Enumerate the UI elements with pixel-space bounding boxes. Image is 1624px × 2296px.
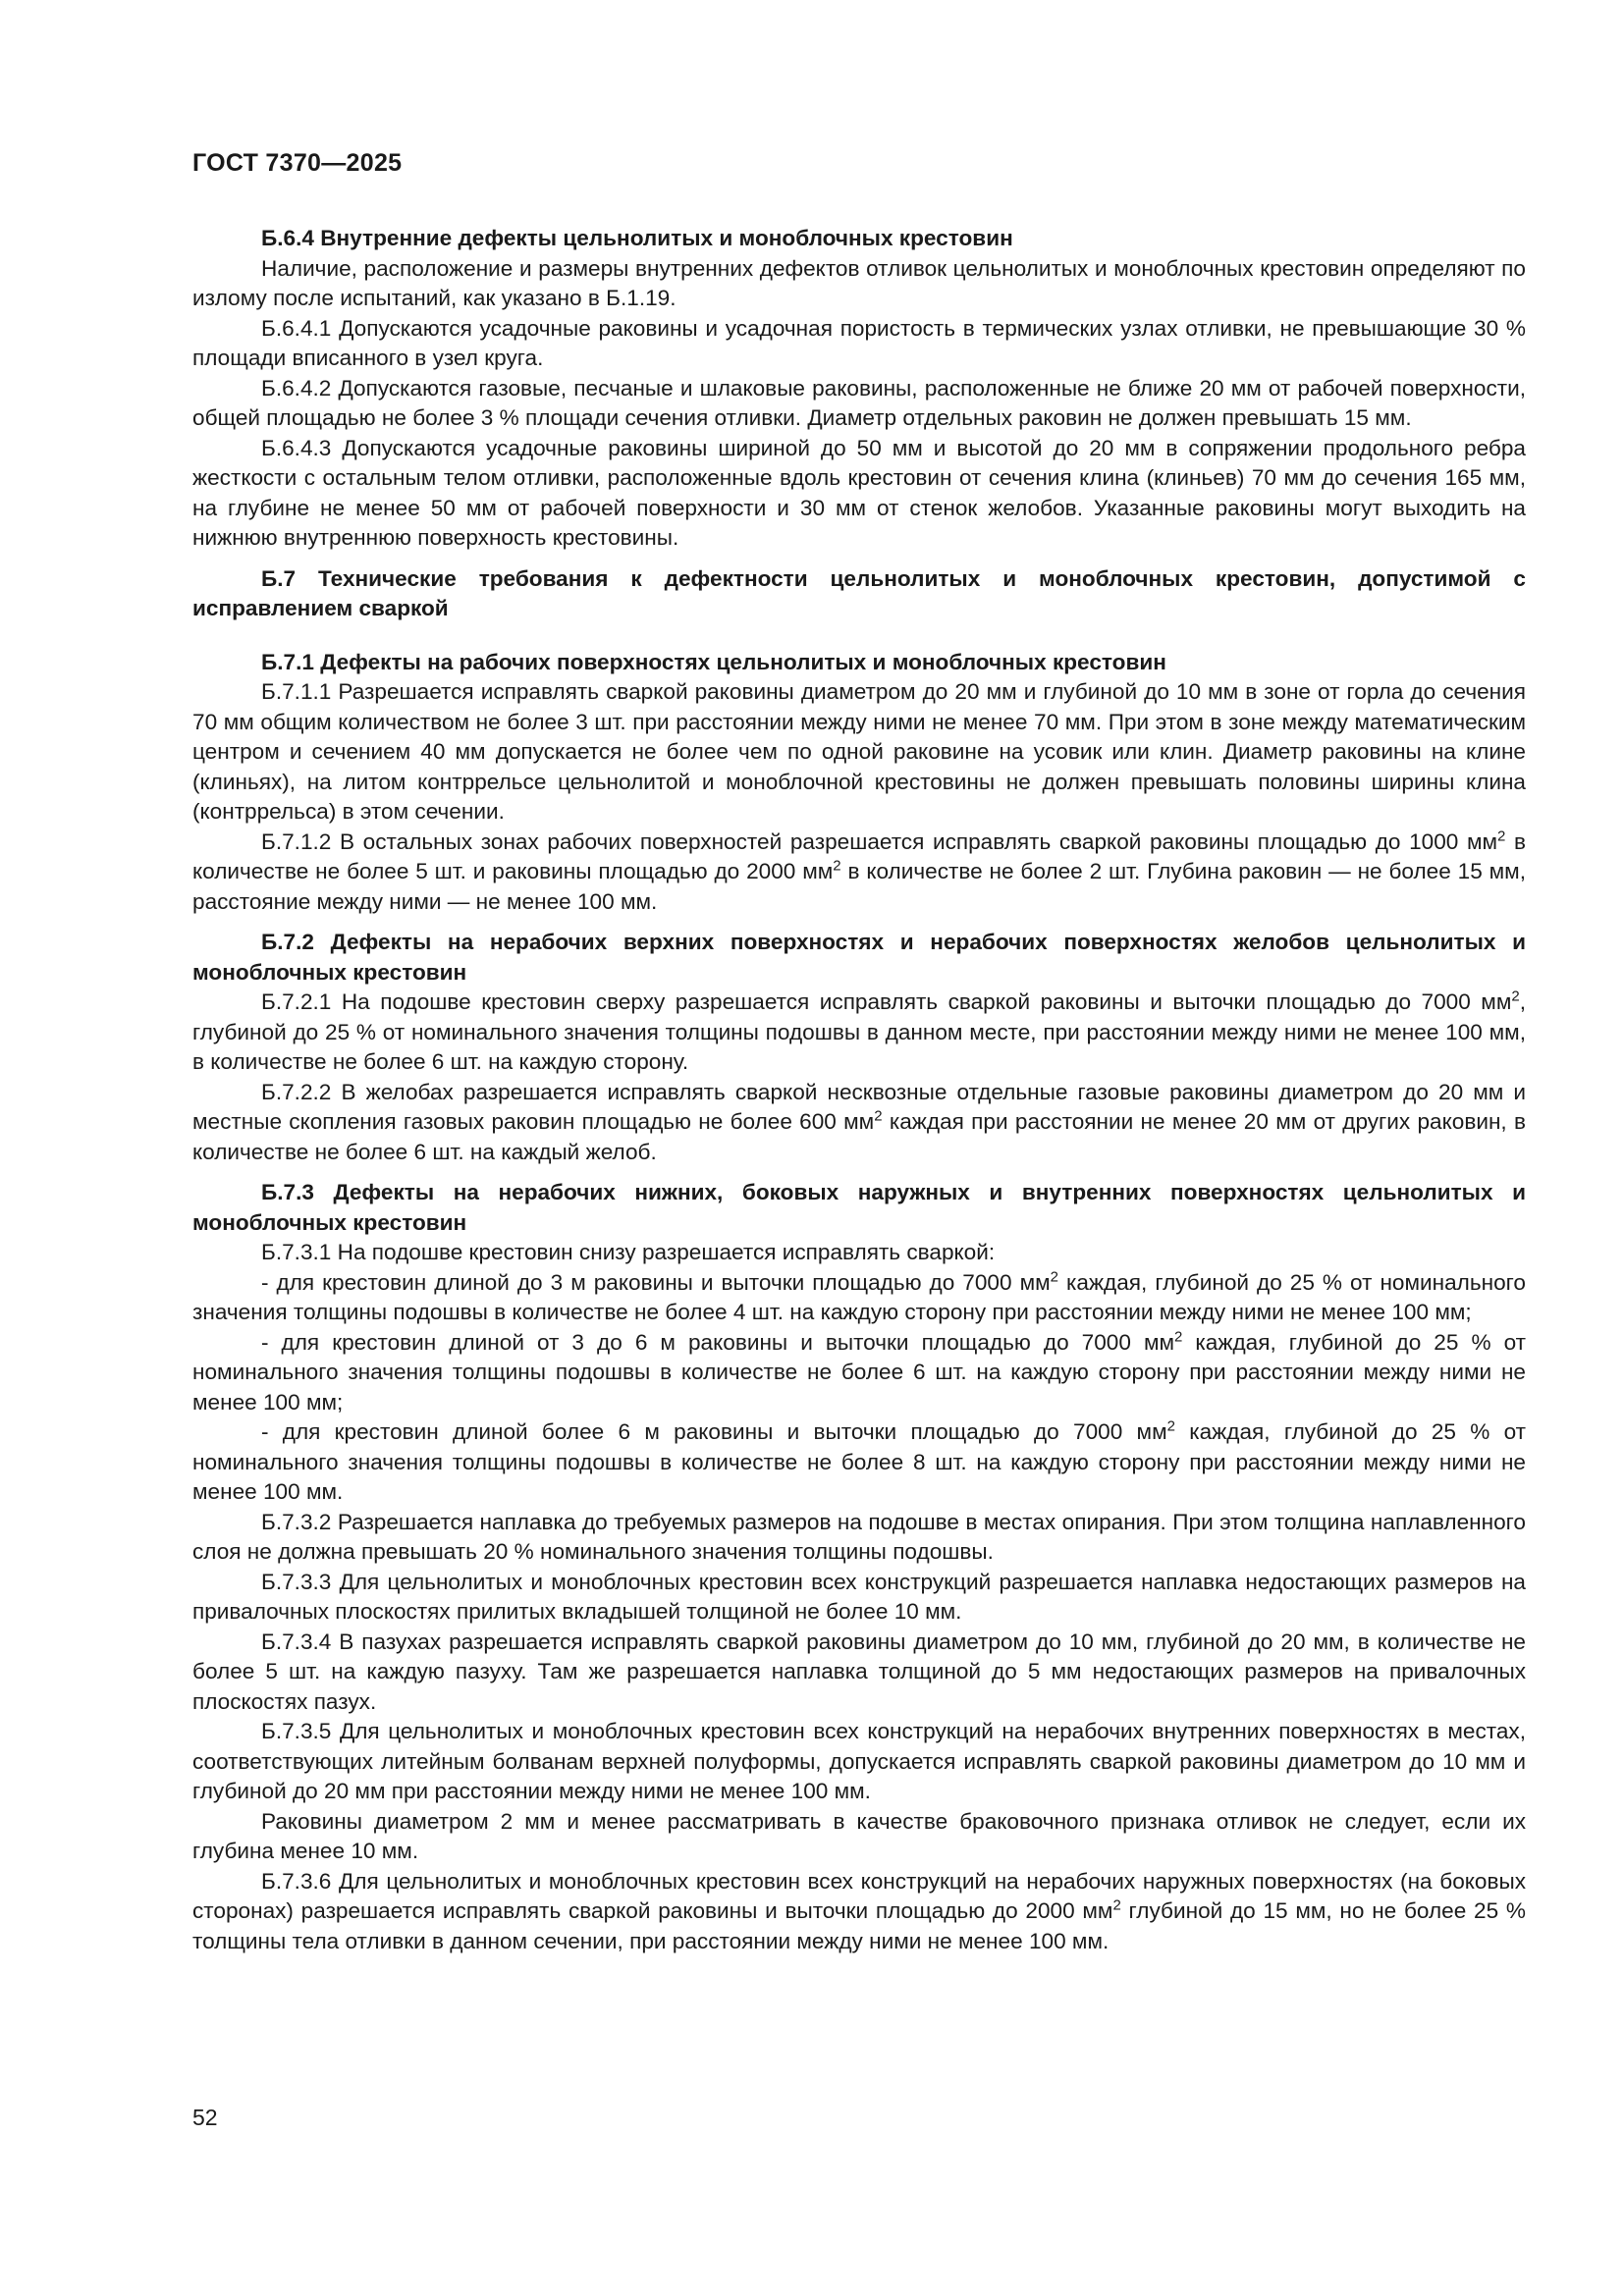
paragraph-b735: Б.7.3.5 Для цельнолитых и моноблочных крестовин всех конструкций на нерабочих внутренних поверхностях в местах, соответствующих литейным болванам верхней полуформы, допускается исправлять сваркой раковины диаметром до 10 мм и глубиной до 20 мм при расстоянии между ними не менее 100 мм. xyxy=(192,1719,1526,1803)
text-run: каждая, глубиной до 25 % от номинального значения толщины подошвы в количестве не более 8 шт. на каждую сторону при расстоянии между ними не менее 100 мм. xyxy=(192,1419,1526,1504)
text-run: глубиной до 15 мм, но не более 25 % толщины тела отливки в данном сечении, при расстоянии между ними не менее 100 мм. xyxy=(192,1898,1526,1953)
section-heading-b73: Б.7.3 Дефекты на нерабочих нижних, боковых наружных и внутренних поверхностях цельнолитых и моноблочных крестовин xyxy=(192,1180,1526,1235)
paragraph-b732: Б.7.3.2 Разрешается наплавка до требуемых размеров на подошве в местах опирания. При этом толщина наплавленного слоя не должна превышать 20 % номинального значения толщины подошвы. xyxy=(192,1509,1526,1564)
text-run: Б.7.2.1 На подошве крестовин сверху разрешается исправлять сваркой раковины и выточки площадью до 7000 мм xyxy=(261,989,1512,1014)
paragraph-b734: Б.7.3.4 В пазухах разрешается исправлять сваркой раковины диаметром до 10 мм, глубиной до 20 мм, в количестве не более 5 шт. на каждую пазуху. Там же разрешается наплавка толщиной до 5 мм недостающих размеров на привалочных плоскостях пазух. xyxy=(192,1629,1526,1714)
paragraph-b731: Б.7.3.1 На подошве крестовин снизу разрешается исправлять сваркой: xyxy=(261,1240,996,1264)
text-run: , глубиной до 25 % от номинального значения толщины подошвы в данном месте, при расстоянии между ними не менее 100 мм, в количестве не более 6 шт. на каждую сторону. xyxy=(192,989,1526,1074)
paragraph-b641: Б.6.4.1 Допускаются усадочные раковины и усадочная пористость в термических узлах отливки, не превышающие 30 % площади вписанного в узел круга. xyxy=(192,315,1526,370)
text-run: каждая, глубиной до 25 % от номинального значения толщины подошвы в количестве не более 6 шт. на каждую сторону при расстоянии между ними не менее 100 мм; xyxy=(192,1329,1527,1415)
text-run: каждая, глубиной до 25 % от номинального значения толщины подошвы в количестве не более 4 шт. на каждую сторону при расстоянии между ними не менее 100 мм; xyxy=(192,1269,1526,1324)
superscript: 2 xyxy=(1174,1327,1183,1345)
text-run: - для крестовин длиной более 6 м раковины и выточки площадью до 7000 мм xyxy=(261,1419,1167,1444)
page-number: 52 xyxy=(192,2105,218,2130)
text-run: Б.7.3.6 Для цельнолитых и моноблочных крестовин всех конструкций на нерабочих наружных поверхностях (на боковых сторонах) разрешается исправлять сваркой раковины и выточки площадью до 2000 мм xyxy=(192,1868,1526,1923)
text-run: Б.7.1.2 В остальных зонах рабочих поверхностей разрешается исправлять сваркой раковины площадью до 1000 мм xyxy=(261,828,1498,854)
paragraph-b642: Б.6.4.2 Допускаются газовые, песчаные и шлаковые раковины, расположенные не ближе 20 мм от рабочей поверхности, общей площадью не более 3 % площади сечения отливки. Диаметр отдельных раковин не должен превышать 15 мм. xyxy=(192,375,1526,430)
list-item xyxy=(192,1268,1526,1328)
superscript: 2 xyxy=(1050,1267,1058,1285)
section-heading-b72: Б.7.2 Дефекты на нерабочих верхних поверхностях и нерабочих поверхностях желобов цельнолитых и моноблочных крестовин xyxy=(192,930,1526,985)
paragraph-b721 xyxy=(192,988,1526,1078)
text-run: - для крестовин длиной от 3 до 6 м раковины и выточки площадью до 7000 мм xyxy=(261,1329,1175,1355)
section-heading-b64: Б.6.4 Внутренние дефекты цельнолитых и моноблочных крестовин xyxy=(261,226,1013,250)
paragraph-b643: Б.6.4.3 Допускаются усадочные раковины шириной до 50 мм и высотой до 20 мм в сопряжении продольного ребра жесткости с остальным телом отливки, расположенные вдоль крестовин от сечения клина (клиньев) 70 мм до сечения 165 мм, на глубине не менее 50 мм от рабочей поверхности и 30 мм от стенок желобов. Указанные раковины могут выходить на нижнюю внутреннюю поверхность крестовины. xyxy=(192,435,1526,550)
paragraph-b722 xyxy=(192,1078,1526,1168)
list-item xyxy=(192,1417,1526,1508)
text-run: в количестве не более 5 шт. и раковины площадью до 2000 мм xyxy=(192,828,1526,883)
superscript: 2 xyxy=(1166,1417,1175,1435)
superscript: 2 xyxy=(1511,988,1520,1005)
text-run: в количестве не более 2 шт. Глубина раковин — не более 15 мм, расстояние между ними — не менее 100 мм. xyxy=(192,859,1526,914)
document-header: ГОСТ 7370—2025 xyxy=(192,149,403,177)
paragraph-b712 xyxy=(192,828,1526,918)
superscript: 2 xyxy=(833,857,841,875)
superscript: 2 xyxy=(874,1107,883,1125)
paragraph-b735-note: Раковины диаметром 2 мм и менее рассматривать в качестве браковочного признака отливок не следует, если их глубина менее 10 мм. xyxy=(192,1808,1526,1863)
text-run: Б.7.2.2 В желобах разрешается исправлять сваркой несквозные отдельные газовые раковины диаметром до 20 мм и местные скопления газовых раковин площадью не более 600 мм xyxy=(192,1079,1526,1134)
paragraph-b733: Б.7.3.3 Для цельнолитых и моноблочных крестовин всех конструкций разрешается наплавка недостающих размеров на привалочных плоскостях прилитых вкладышей толщиной не более 10 мм. xyxy=(192,1569,1526,1624)
text-run: - для крестовин длиной до 3 м раковины и выточки площадью до 7000 мм xyxy=(261,1269,1051,1295)
section-heading-b7: Б.7 Технические требования к дефектности цельнолитых и моноблочных крестовин, допустимой с исправлением сваркой xyxy=(192,565,1526,620)
paragraph-b711: Б.7.1.1 Разрешается исправлять сваркой раковины диаметром до 20 мм и глубиной до 10 мм в зоне от горла до сечения 70 мм общим количеством не более 3 шт. при расстоянии между ними не менее 70 мм. При этом в зоне между математическим центром и сечением 40 мм допускается не более чем по одной раковине на усовик или клин. Диаметр раковины на клине (клиньях), на литом контррельсе цельнолитой и моноблочной крестовины не должен превышать половины ширины клина (контррельса) в этом сечении. xyxy=(192,679,1526,824)
superscript: 2 xyxy=(1497,827,1506,844)
superscript: 2 xyxy=(1112,1896,1121,1914)
document-body xyxy=(192,224,1526,1956)
list-item xyxy=(192,1328,1526,1418)
paragraph-b64: Наличие, расположение и размеры внутренних дефектов отливок цельнолитых и моноблочных крестовин определяют по излому после испытаний, как указано в Б.1.19. xyxy=(192,255,1526,310)
text-run: каждая при расстоянии не менее 20 мм от других раковин, в количестве не более 6 шт. на каждый желоб. xyxy=(192,1109,1526,1164)
paragraph-b736 xyxy=(192,1867,1526,1957)
section-heading-b71: Б.7.1 Дефекты на рабочих поверхностях цельнолитых и моноблочных крестовин xyxy=(261,649,1166,674)
